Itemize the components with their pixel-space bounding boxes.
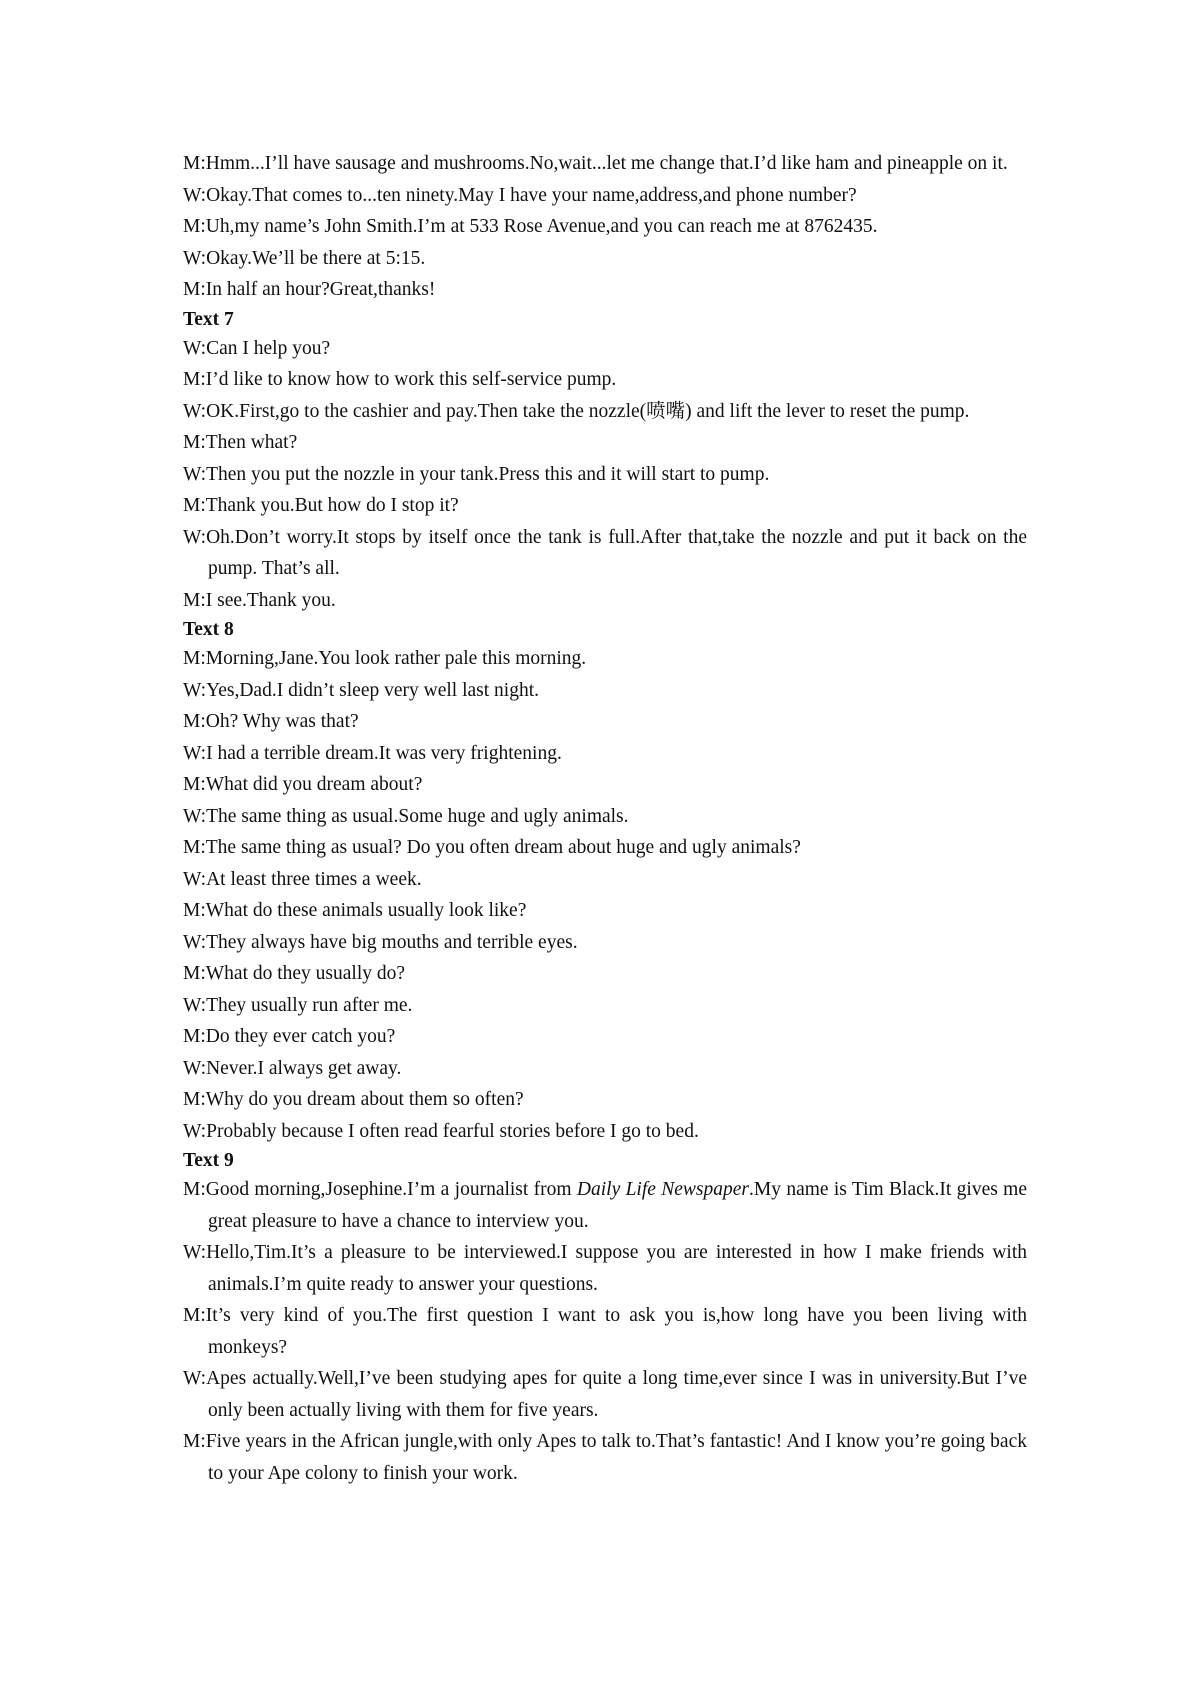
dialogue-line: M:Morning,Jane.You look rather pale this morning. [183,648,587,669]
dialogue-line: W:Oh.Don’t worry.It stops by itself once the tank is full.After that,take the nozzle and put it back on the pump. That’s all. [183,526,1027,579]
dialogue-line: M:Hmm...I’ll have sausage and mushrooms.No,wait...let me change that.I’d like ham and pineapple on it. [183,153,1008,174]
dialogue-line: W:OK.First,go to the cashier and pay.Then take the nozzle(喷嘴) and lift the lever to reset the pump. [183,400,970,422]
dialogue-line: W:Okay.We’ll be there at 5:15. [183,247,426,269]
dialogue-text: .My name is Tim Black.It gives me great pleasure to have a chance to interview you. [208,1179,1027,1232]
dialogue-line: M:What do they usually do? [183,963,406,984]
section-heading: Text 9 [183,1150,234,1171]
dialogue-line: M:I see.Thank you. [183,589,336,611]
dialogue-line: M:Five years in the African jungle,with only Apes to talk to.That’s fantastic! And I know you’re going back to your Ape colony to finish your work. [183,1431,1027,1484]
dialogue-line: W:Apes actually.Well,I’ve been studying apes for quite a long time,ever since I was in university.But I’ve only been actually living with them for five years. [183,1368,1027,1421]
dialogue-line: W:They usually run after me. [183,994,413,1016]
dialogue-line: M:Oh? Why was that? [183,711,359,732]
dialogue-text: M:Good morning,Josephine.I’m a journalist from [183,1179,577,1200]
dialogue-line: W:Okay.That comes to...ten ninety.May I have your name,address,and phone number? [183,184,857,206]
dialogue-line: M:Uh,my name’s John Smith.I’m at 533 Rose Avenue,and you can reach me at 8762435. [183,216,878,237]
dialogue-line: W:Then you put the nozzle in your tank.Press this and it will start to pump. [183,463,770,485]
dialogue-line: W:They always have big mouths and terrible eyes. [183,931,578,953]
dialogue-line: W:Probably because I often read fearful stories before I go to bed. [183,1120,699,1142]
dialogue-line: M:Thank you.But how do I stop it? [183,495,459,516]
section-heading: Text 8 [183,619,234,640]
dialogue-line: M:Why do you dream about them so often? [183,1089,524,1110]
dialogue-line: M:What do these animals usually look like? [183,900,527,921]
dialogue-line: M:What did you dream about? [183,774,423,795]
document-page [183,148,1027,1489]
dialogue-line: M:In half an hour?Great,thanks! [183,279,436,300]
dialogue-line: M:It’s very kind of you.The first question I want to ask you is,how long have you been living with monkeys? [183,1305,1027,1358]
dialogue-line: M:Then what? [183,432,298,453]
dialogue-line: M:I’d like to know how to work this self-service pump. [183,369,617,390]
newspaper-title: Daily Life Newspaper [576,1179,750,1200]
dialogue-line: M:The same thing as usual? Do you often dream about huge and ugly animals? [183,837,801,858]
dialogue-line: W:The same thing as usual.Some huge and ugly animals. [183,805,629,827]
dialogue-line: W:I had a terrible dream.It was very frightening. [183,742,562,764]
dialogue-line: W:Can I help you? [183,337,331,359]
dialogue-line: W:Yes,Dad.I didn’t sleep very well last night. [183,679,540,701]
section-heading: Text 7 [183,308,234,330]
dialogue-line: W:At least three times a week. [183,868,422,890]
dialogue-line: W:Hello,Tim.It’s a pleasure to be interviewed.I suppose you are interested in how I make friends with animals.I’m quite ready to answer your questions. [183,1242,1027,1295]
dialogue-line: M:Do they ever catch you? [183,1026,396,1047]
dialogue-line: W:Never.I always get away. [183,1057,402,1079]
dialogue-line [183,1174,1027,1237]
